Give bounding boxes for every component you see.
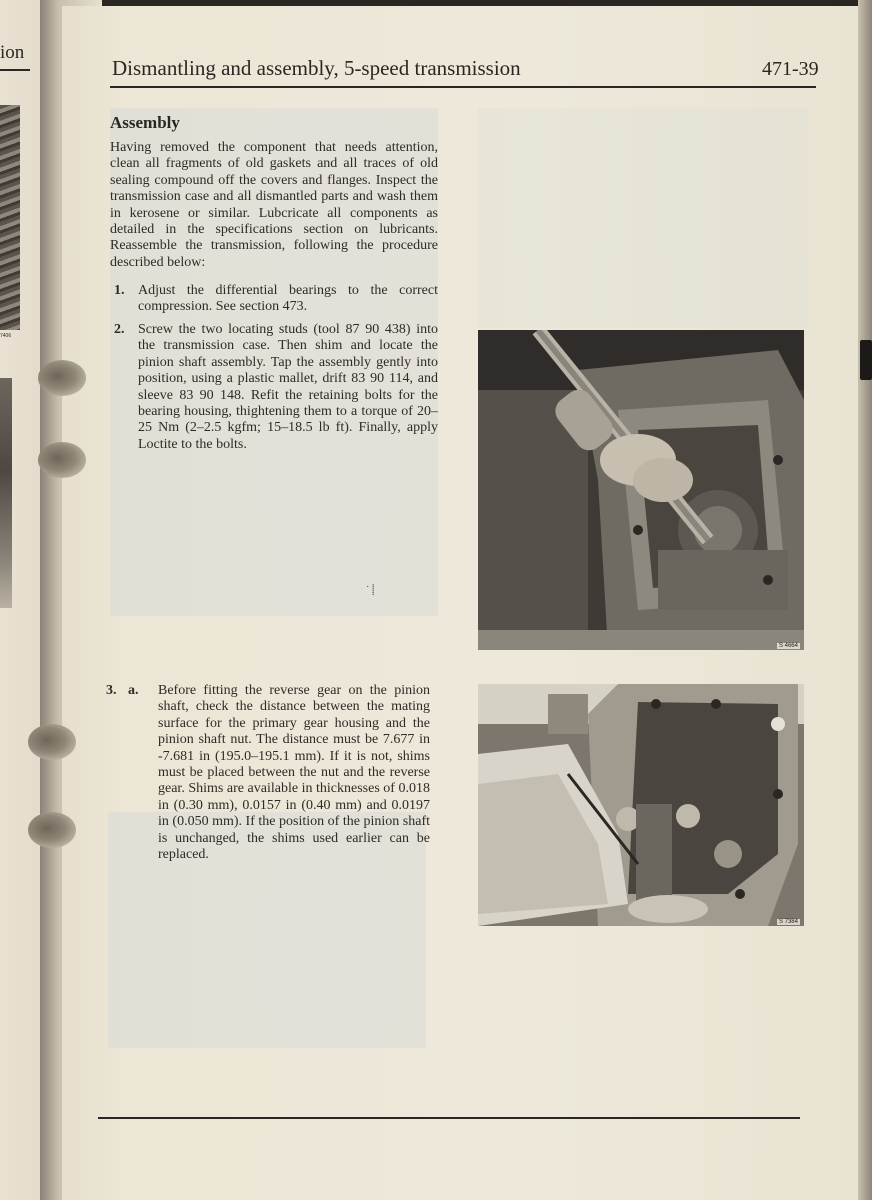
- print-speck: ˙ ⸽: [366, 585, 375, 596]
- step-text: Adjust the differential bearings to the correct compression. See section 473.: [138, 283, 438, 315]
- pinion-shaft-installation-photo: [478, 330, 804, 650]
- section-heading: Assembly: [110, 113, 180, 132]
- page-title: Dismantling and assembly, 5-speed transmission: [112, 56, 521, 80]
- previous-page-photo: [0, 378, 12, 608]
- right-page-edge: [858, 0, 872, 1200]
- step-number: 2.: [114, 322, 125, 337]
- section-index-tab: [860, 340, 872, 380]
- figure-code: S 4664: [778, 643, 798, 649]
- photo-graphic: [478, 330, 804, 650]
- binder-hole: [28, 812, 76, 848]
- previous-page-header-fragment: ion: [0, 42, 25, 63]
- page-number: 471-39: [762, 58, 819, 80]
- previous-page-header-rule: [0, 69, 30, 71]
- binder-hole: [38, 442, 86, 478]
- binder-hole: [38, 360, 86, 396]
- header-rule: [110, 86, 816, 88]
- photo-graphic: [478, 684, 804, 926]
- step-text: Before fitting the reverse gear on the pinion shaft, check the distance between the mating surface for the primary gear housing and the pinion shaft nut. The distance must be 7.677 in -7.681 in (195.0–195.1 mm). If it is not, shims must be placed between the nut and the reverse gear. Shims are available in thicknesses of 0.018 in (0.30 mm), 0.0157 in (0.40 mm) and 0.0197 in (0.050 mm). If the position of the pinion shaft is unchanged, the shims used earlier can be replaced.: [158, 683, 430, 863]
- previous-page-photo: [0, 105, 20, 330]
- step-number: 1.: [114, 283, 125, 298]
- step-sub-number: a.: [128, 683, 139, 698]
- previous-page-photo-code: 7406: [0, 333, 12, 339]
- assembly-intro-paragraph: Having removed the component that needs attention, clean all fragments of old gaskets and all traces of old sealing compound off the covers and flanges. Inspect the transmission case and all dismantled parts and wash them in kerosene or similar. Lubcricate all components as detailed in the specifications section on lubricants. Reassemble the transmission, following the procedure described below:: [110, 140, 438, 270]
- step-text: Screw the two locating studs (tool 87 90 438) into the transmission case. Then shim and locate the pinion shaft assembly. Tap the assembly gently into position, using a plastic mallet, drift 83 90 114, and sleeve 83 90 148. Refit the retaining bolts for the bearing housing, thightening them to a torque of 20–25 Nm (2–2.5 kgfm; 15–18.5 lb ft). Finally, apply Loctite to the bolts.: [138, 322, 438, 452]
- show-through-photo: [478, 108, 808, 328]
- shim-measurement-photo: [478, 684, 804, 926]
- figure-code: S 7384: [778, 919, 798, 925]
- binder-hole: [28, 724, 76, 760]
- step-number: 3.: [106, 683, 117, 698]
- footer-rule: [98, 1117, 800, 1119]
